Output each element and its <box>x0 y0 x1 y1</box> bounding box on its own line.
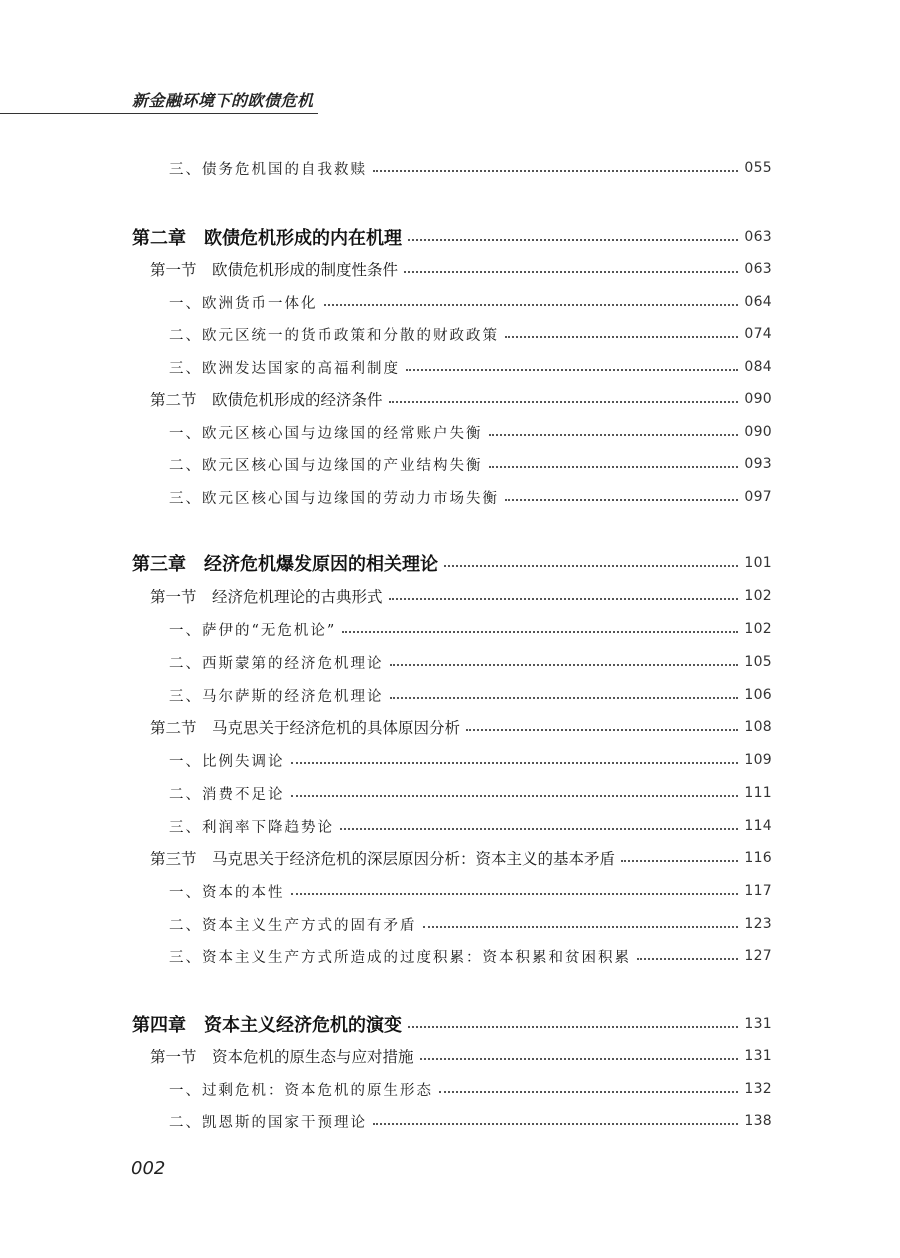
toc-entry[interactable] <box>169 650 772 674</box>
toc-entry-text: 二、消费不足论 <box>169 786 285 803</box>
toc-entry[interactable] <box>169 322 772 346</box>
toc-leader-dots <box>489 434 739 436</box>
toc-leader-dots <box>621 860 738 862</box>
toc-entry-text: 一、欧洲货币一体化 <box>169 295 318 312</box>
toc-page-number: 063 <box>744 229 772 245</box>
toc-page-number: 116 <box>744 850 772 866</box>
toc-section-entry[interactable] <box>150 584 772 608</box>
toc-leader-dots <box>423 926 739 928</box>
toc-entry-text: 一、比例失调论 <box>169 753 285 770</box>
toc-entry[interactable] <box>169 683 772 707</box>
toc-page-number: 101 <box>744 555 772 571</box>
toc-page-number: 132 <box>744 1081 772 1097</box>
toc-leader-dots <box>439 1091 738 1093</box>
toc-entry-text: 第一节 欧债危机形成的制度性条件 <box>150 261 399 279</box>
toc-page-number: 127 <box>744 948 772 964</box>
toc-entry[interactable] <box>169 781 772 805</box>
toc-entry-text: 一、过剩危机：资本危机的原生形态 <box>169 1082 433 1099</box>
toc-entry[interactable] <box>169 912 772 936</box>
toc-leader-dots <box>340 828 738 830</box>
toc-leader-dots <box>404 271 738 273</box>
toc-entry-text: 三、债务危机国的自我救赎 <box>169 161 367 178</box>
toc-section-entry[interactable] <box>150 715 772 739</box>
toc-page-number: 131 <box>744 1016 772 1032</box>
toc-entry-text: 第二章 欧债危机形成的内在机理 <box>132 228 402 249</box>
toc-leader-dots <box>408 239 738 241</box>
toc-page-number: 123 <box>744 916 772 932</box>
toc-page-number: 093 <box>744 456 772 472</box>
toc-entry-text: 二、欧元区统一的货币政策和分散的财政政策 <box>169 327 499 344</box>
toc-leader-dots <box>390 664 739 666</box>
toc-entry-text: 二、西斯蒙第的经济危机理论 <box>169 655 384 672</box>
toc-entry[interactable] <box>169 452 772 476</box>
toc-page-number: 138 <box>744 1113 772 1129</box>
toc-section-entry[interactable] <box>150 257 772 281</box>
toc-page-number: 064 <box>744 294 772 310</box>
toc-leader-dots <box>342 631 738 633</box>
toc-entry-text: 二、欧元区核心国与边缘国的产业结构失衡 <box>169 457 483 474</box>
toc-leader-dots <box>373 1123 738 1125</box>
page-number: 002 <box>131 1158 166 1179</box>
toc-leader-dots <box>291 795 739 797</box>
toc-entry-text: 三、马尔萨斯的经济危机理论 <box>169 688 384 705</box>
toc-page-number: 063 <box>744 261 772 277</box>
toc-page-number: 102 <box>744 621 772 637</box>
toc-page-number: 084 <box>744 359 772 375</box>
toc-leader-dots <box>505 336 738 338</box>
toc-leader-dots <box>373 170 738 172</box>
toc-leader-dots <box>389 598 739 600</box>
toc-page-number: 055 <box>744 160 772 176</box>
toc-entry-text: 第三节 马克思关于经济危机的深层原因分析：资本主义的基本矛盾 <box>150 850 616 868</box>
toc-page-number: 114 <box>744 818 772 834</box>
toc-page-number: 108 <box>744 719 772 735</box>
running-header-title: 新金融环境下的欧债危机 <box>132 91 314 110</box>
toc-leader-dots <box>291 762 739 764</box>
toc-page-number: 097 <box>744 489 772 505</box>
toc-entry[interactable] <box>169 156 772 180</box>
toc-leader-dots <box>505 499 738 501</box>
toc-leader-dots <box>444 565 738 567</box>
toc-entry[interactable] <box>169 290 772 314</box>
toc-chapter-entry[interactable] <box>132 551 772 575</box>
toc-leader-dots <box>389 401 739 403</box>
header-rule <box>0 113 318 114</box>
toc-entry-text: 三、利润率下降趋势论 <box>169 819 334 836</box>
toc-leader-dots <box>466 729 738 731</box>
toc-entry[interactable] <box>169 1109 772 1133</box>
toc-entry[interactable] <box>169 1077 772 1101</box>
toc-leader-dots <box>324 304 739 306</box>
toc-page-number: 131 <box>744 1048 772 1064</box>
toc-leader-dots <box>406 369 738 371</box>
toc-entry-text: 三、资本主义生产方式所造成的过度积累：资本积累和贫困积累 <box>169 949 631 966</box>
toc-entry-text: 第二节 马克思关于经济危机的具体原因分析 <box>150 719 461 737</box>
toc-page-number: 105 <box>744 654 772 670</box>
toc-entry[interactable] <box>169 944 772 968</box>
toc-page-number: 090 <box>744 391 772 407</box>
toc-leader-dots <box>637 958 738 960</box>
toc-entry[interactable] <box>169 355 772 379</box>
toc-entry[interactable] <box>169 879 772 903</box>
toc-chapter-entry[interactable] <box>132 1012 772 1036</box>
toc-leader-dots <box>291 893 739 895</box>
toc-entry-text: 一、萨伊的“无危机论” <box>169 622 337 639</box>
toc-page-number: 106 <box>744 687 772 703</box>
toc-page-number: 102 <box>744 588 772 604</box>
toc-entry[interactable] <box>169 420 772 444</box>
toc-entry-text: 二、资本主义生产方式的固有矛盾 <box>169 917 417 934</box>
toc-chapter-entry[interactable] <box>132 225 772 249</box>
toc-leader-dots <box>420 1058 739 1060</box>
toc-entry-text: 第二节 欧债危机形成的经济条件 <box>150 391 383 409</box>
toc-entry[interactable] <box>169 814 772 838</box>
toc-leader-dots <box>390 697 739 699</box>
toc-leader-dots <box>408 1026 738 1028</box>
toc-page-number: 109 <box>744 752 772 768</box>
toc-entry[interactable] <box>169 748 772 772</box>
toc-entry[interactable] <box>169 617 772 641</box>
toc-section-entry[interactable] <box>150 846 772 870</box>
toc-entry-text: 一、欧元区核心国与边缘国的经常账户失衡 <box>169 425 483 442</box>
toc-entry-text: 三、欧元区核心国与边缘国的劳动力市场失衡 <box>169 490 499 507</box>
toc-entry-text: 二、凯恩斯的国家干预理论 <box>169 1114 367 1131</box>
toc-entry-text: 三、欧洲发达国家的高福利制度 <box>169 360 400 377</box>
toc-entry-text: 第一节 资本危机的原生态与应对措施 <box>150 1048 414 1066</box>
toc-page-number: 111 <box>744 785 772 801</box>
toc-page-number: 074 <box>744 326 772 342</box>
toc-entry-text: 第三章 经济危机爆发原因的相关理论 <box>132 554 438 575</box>
toc-section-entry[interactable] <box>150 387 772 411</box>
toc-entry-text: 第一节 经济危机理论的古典形式 <box>150 588 383 606</box>
toc-leader-dots <box>489 466 739 468</box>
toc-section-entry[interactable] <box>150 1044 772 1068</box>
toc-entry-text: 一、资本的本性 <box>169 884 285 901</box>
toc-entry[interactable] <box>169 485 772 509</box>
toc-page-number: 117 <box>744 883 772 899</box>
toc-entry-text: 第四章 资本主义经济危机的演变 <box>132 1015 402 1036</box>
toc-page-number: 090 <box>744 424 772 440</box>
